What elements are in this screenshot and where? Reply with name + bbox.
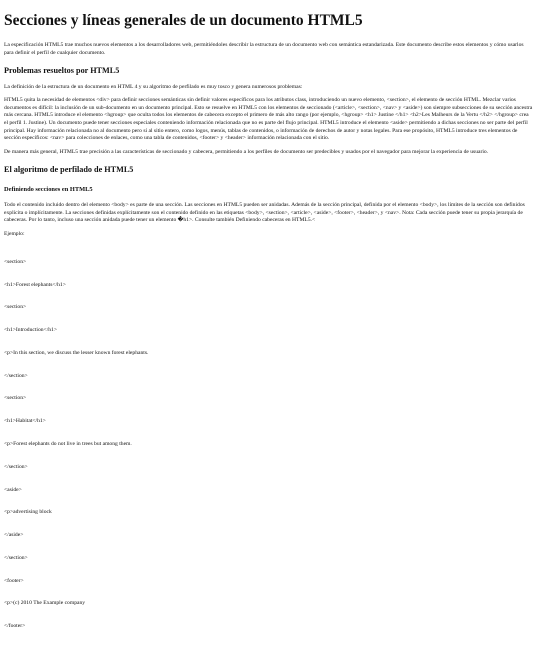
page-title: Secciones y líneas generales de un documento HTML5 [4,12,363,29]
code-line: <section> [4,304,27,311]
algorithm-paragraph-1: Todo el contenido incluido dentro del elemento <body> es parte de una sección. Las secciones en HTML5 pueden ser anidadas. Además de la sección principal, definida por el elemento <body>, los límites de la sección son definidos explícita o implícitamente. La secciones definidas explícitamente son el contenido definido en las etiquetas <body>, <section>, <article>, <aside>, <footer>, <header>, y <nav>. Nota: Cada sección puede tener su propia jerarquía de cabeceras. Por lo tanto, incluso una sección anidada puede tener un elemento �h1>. Consulte también Definiendo cabeceras en HTML5.< [4,202,525,224]
code-line: </section> [4,463,28,470]
intro-paragraph: La especificación HTML5 trae muchos nuevos elementos a los desarrolladores web, permitiéndoles describir la estructura de un documento web con semántica estandarizada. Este documento describe estos elementos y cómo usarlos para definir el perfil de cualquier documento. [4,42,524,56]
example-label: Ejemplo: [4,230,25,237]
code-line: <section> [4,258,27,265]
problems-paragraph-2: HTML5 quita la necesidad de elementos <div> para definir secciones semánticas sin definir valores específicos para los atributos class, introduciendo un nuevo elemento, <section>, el elemento de sección HTML. Mezclar varios documentos es difícil: la inclusión de un sub-documento en un documento principal. Esto se resuelve en HTML5 con los elementos de seccionado (<article>, <section>, <nav> y <aside>) son siempre subsecciones de su sección ancestra más cercana. HTML5 introduce el elemento <hgroup> que oculta todos los elementos de cabecera excepto el primero de más alto rango (por ejemplo, <hgroup> <h1> Justine </h1> <h2>Les Malheurs de la Vertu </h2> </hgroup> crea el perfil 1. Justine). Un documento puede tener secciones especiales conteniendo información relacionada que no es parte del flujo principal. HTML5 introduce el elemento <aside> permitiendo a dichas secciones no ser parte del perfil principal. Hay información relacionada no al documento pero sí al sitio entero, como logos, menús, tablas de contenidos, o información de derechos de autor y notas legales. Para ese propósito, HTML5 introduce tres elementos de sección específicos: <nav> para colecciones de enlaces, como una tabla de contenidos, <footer> y <header> información relacionada con el sitio. [4,97,533,142]
section-heading-algorithm: El algoritmo de perfilado de HTML5 [4,165,134,175]
code-line: <p>advertising block [4,509,52,516]
code-line: <aside> [4,486,22,493]
code-line: </aside> [4,532,24,539]
code-line: <footer> [4,577,24,584]
problems-paragraph-1: La definición de la estructura de un documento en HTML 4 y su algoritmo de perfilado es muy tosco y genera numerosos problemas: [4,83,303,90]
code-line: </section> [4,554,28,561]
code-line: <section> [4,395,27,402]
problems-paragraph-3: De manera más general, HTML5 trae precisión a las características de seccionado y cabecera, permitiendo a los perfiles de documento ser predecibles y usados por el navegador para mejorar la experiencia de usuario. [4,148,489,155]
code-line: </section> [4,372,28,379]
code-line: </footer> [4,623,26,630]
code-line: <h1>Introduction</h1> [4,327,58,334]
section-heading-problems: Problemas resueltos por HTML5 [4,66,120,76]
code-line: <p>In this section, we discuss the lesser known forest elephants. [4,349,149,356]
code-line: <p>(c) 2010 The Example company [4,600,86,607]
code-line: <h1>Forest elephants</h1> [4,281,66,288]
subsection-heading-defining-sections: Definiendo secciones en HTML5 [4,185,93,193]
code-line: <p>Forest elephants do not live in trees but among them. [4,441,132,447]
code-line: <h1>Habitat</h1> [4,418,46,425]
code-example [4,244,534,646]
